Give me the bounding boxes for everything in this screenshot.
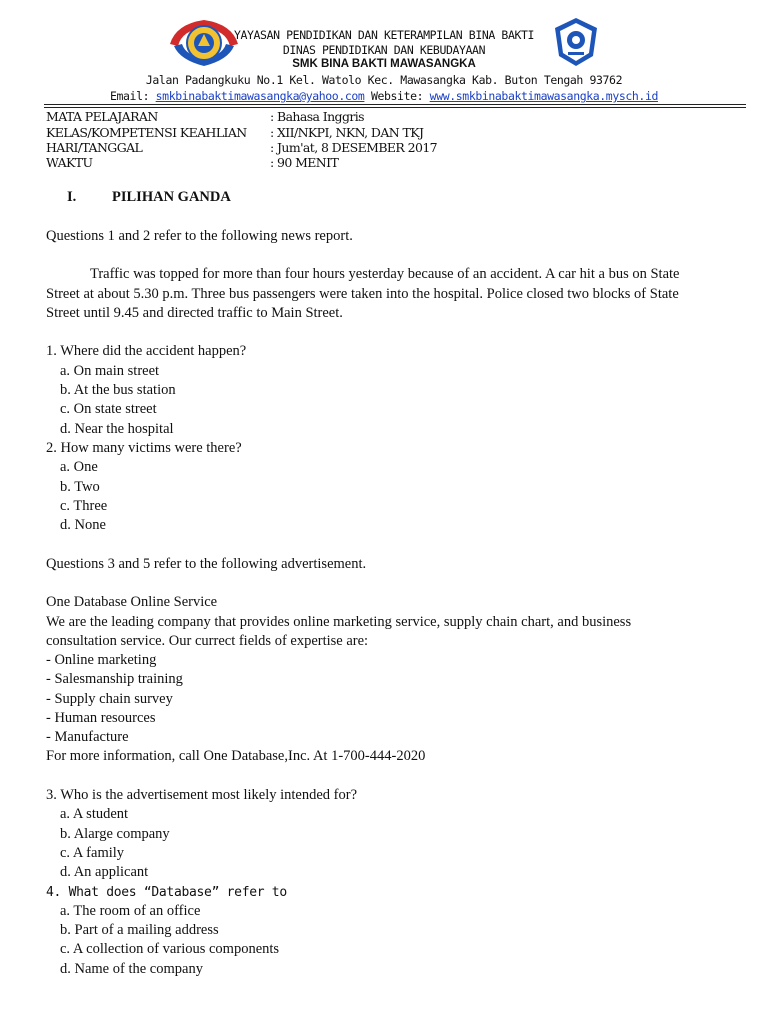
meta-value-subject: : Bahasa Inggris (270, 109, 364, 124)
q2-option-a: a. One (60, 459, 98, 475)
ad-item-3: - Supply chain survey (46, 691, 173, 707)
q4-option-c: c. A collection of various components (60, 941, 280, 957)
intro-advertisement: Questions 3 and 5 refer to the following advertisement. (46, 556, 367, 572)
meta-value-time: : 90 MENIT (270, 155, 339, 170)
meta-label-time: WAKTU (46, 155, 93, 170)
q2-option-d: d. None (60, 517, 106, 533)
meta-label-class: KELAS/KOMPETENSI KEAHLIAN (46, 125, 247, 140)
section-title: PILIHAN GANDA (112, 189, 231, 205)
intro-news: Questions 1 and 2 refer to the following news report. (46, 228, 353, 244)
meta-label-subject: MATA PELAJARAN (46, 109, 158, 124)
meta-label-date: HARI/TANGGAL (46, 140, 143, 155)
ad-item-5: - Manufacture (46, 729, 129, 745)
news-line-3: Street until 9.45 and directed traffic to Main Street. (46, 305, 343, 321)
ad-line-2: consultation service. Our currect fields of expertise are: (46, 633, 369, 649)
q4-option-a: a. The room of an office (60, 903, 201, 919)
contact-line (0, 89, 768, 103)
website-link[interactable]: www.smkbinabaktimawasangka.mysch.id (429, 89, 658, 103)
question-4: 4. What does “Database” refer to (46, 885, 287, 900)
header-divider-thin (44, 107, 746, 108)
q2-option-b: b. Two (60, 479, 100, 495)
news-line-1: Traffic was topped for more than four hours yesterday because of an accident. A car hit a bus on State (90, 266, 680, 282)
q3-option-a: a. A student (60, 806, 129, 822)
school-name: SMK BINA BAKTI MAWASANGKA (292, 58, 476, 70)
email-label: Email: (109, 89, 156, 103)
foundation-name: YAYASAN PENDIDIKAN DAN KETERAMPILAN BINA BAKTI (233, 28, 535, 42)
q1-option-a: a. On main street (60, 363, 160, 379)
q3-option-c: c. A family (60, 845, 125, 861)
ad-item-2: - Salesmanship training (46, 671, 183, 687)
school-address: Jalan Padangkuku No.1 Kel. Watolo Kec. Mawasangka Kab. Buton Tengah 93762 (145, 73, 623, 87)
question-1: 1. Where did the accident happen? (46, 343, 247, 359)
ad-item-4: - Human resources (46, 710, 156, 726)
news-line-2: Street at about 5.30 p.m. Three bus passengers were taken into the hospital. Police closed two blocks of State (46, 286, 679, 302)
question-3: 3. Who is the advertisement most likely intended for? (46, 787, 358, 803)
header-divider (44, 104, 746, 105)
q1-option-d: d. Near the hospital (60, 421, 174, 437)
q1-option-c: c. On state street (60, 401, 157, 417)
letterhead (0, 0, 768, 106)
question-2: 2. How many victims were there? (46, 440, 242, 456)
ad-line-1: We are the leading company that provides online marketing service, supply chain chart, and business (46, 614, 632, 630)
department-name: DINAS PENDIDIKAN DAN KEBUDAYAAN (282, 43, 486, 57)
q4-option-d: d. Name of the company (60, 961, 203, 977)
section-number: I. (67, 189, 77, 205)
q2-option-c: c. Three (60, 498, 108, 514)
ad-contact: For more information, call One Database,Inc. At 1-700-444-2020 (46, 748, 426, 764)
website-label: Website: (364, 89, 430, 103)
q3-option-d: d. An applicant (60, 864, 149, 880)
ad-item-1: - Online marketing (46, 652, 157, 668)
q1-option-b: b. At the bus station (60, 382, 176, 398)
q3-option-b: b. Alarge company (60, 826, 170, 842)
email-link[interactable]: smkbinabaktimawasangka@yahoo.com (155, 89, 365, 103)
meta-value-class: : XII/NKPI, NKN, DAN TKJ (270, 125, 424, 140)
meta-value-date: : Jum'at, 8 DESEMBER 2017 (270, 140, 438, 155)
ad-title: One Database Online Service (46, 594, 218, 610)
q4-option-b: b. Part of a mailing address (60, 922, 219, 938)
